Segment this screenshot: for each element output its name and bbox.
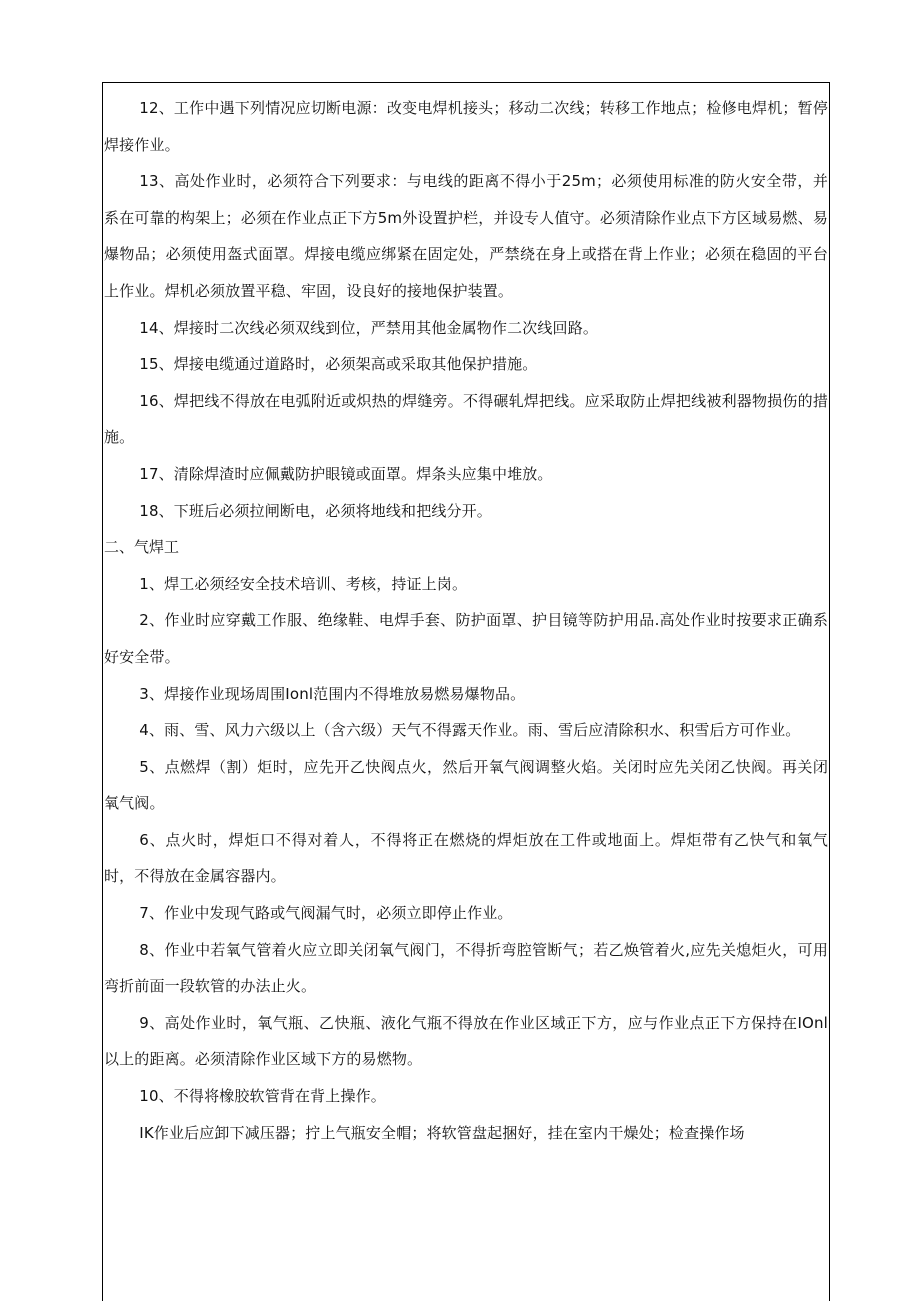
paragraph-item-1: 1、焊工必须经安全技术培训、考核，持证上岗。 (139, 574, 468, 593)
paragraph-item-17: 17、清除焊渣时应佩戴防护眼镜或面罩。焊条头应集中堆放。 (139, 464, 553, 483)
paragraph-item-11: IK作业后应卸下减压器；拧上气瓶安全帽；将软管盘起捆好，挂在室内干燥处；检查操作场 (139, 1123, 745, 1142)
paragraph-item-13: 13、高处作业时，必须符合下列要求：与电线的距离不得小于25m；必须使用标准的防火安全带，并系在可靠的构架上；必须在作业点正下方5m外设置护栏，并设专人值守。必须清除作业点下方区域易燃、易爆物品；必须使用盔式面罩。焊接电缆应绑紧在固定处，严禁绕在身上或搭在背上作业；必须在稳固的平台上作业。焊机必须放置平稳、牢固，设良好的接地保护装置。 (104, 172, 828, 300)
paragraph-item-9: 9、高处作业时，氧气瓶、乙快瓶、液化气瓶不得放在作业区域正下方，应与作业点正下方保持在IOnl以上的距离。必须清除作业区域下方的易燃物。 (104, 1013, 828, 1069)
paragraph-item-2: 2、作业时应穿戴工作服、绝缘鞋、电焊手套、防护面罩、护目镜等防护用品.高处作业时按要求正确系好安全带。 (104, 611, 828, 666)
paragraph-item-3: 3、焊接作业现场周围Ionl范围内不得堆放易燃易爆物品。 (139, 684, 526, 703)
paragraph-item-14: 14、焊接时二次线必须双线到位，严禁用其他金属物作二次线回路。 (139, 318, 598, 337)
paragraph-item-6: 6、点火时，焊炬口不得对着人，不得将正在燃烧的焊炬放在工件或地面上。焊炬带有乙快气和氧气时，不得放在金属容器内。 (104, 830, 828, 886)
paragraph-item-16: 16、焊把线不得放在电弧附近或炽热的焊缝旁。不得碾轧焊把线。应采取防止焊把线被利器物损伤的措施。 (104, 391, 828, 447)
paragraph-item-15: 15、焊接电缆通过道路时，必须架高或采取其他保护措施。 (139, 355, 538, 374)
document-body (104, 90, 828, 1151)
paragraph-item-12: 12、工作中遇下列情况应切断电源：改变电焊机接头；移动二次线；转移工作地点；检修电焊机；暂停焊接作业。 (104, 99, 828, 154)
paragraph-item-8: 8、作业中若氧气管着火应立即关闭氧气阀门，不得折弯腔管断气；若乙焕管着火,应先关熄炬火，可用弯折前面一段软管的办法止火。 (104, 940, 828, 996)
section-heading-gas-welder: 二、气焊工 (104, 538, 180, 557)
paragraph-item-10: 10、不得将橡胶软管背在背上操作。 (139, 1087, 386, 1106)
paragraph-item-18: 18、下班后必须拉闸断电，必须将地线和把线分开。 (139, 501, 492, 520)
paragraph-item-4: 4、雨、雪、风力六级以上（含六级）天气不得露天作业。雨、雪后应清除积水、积雪后方可作业。 (139, 721, 801, 740)
paragraph-item-7: 7、作业中发现气路或气阀漏气时，必须立即停止作业。 (139, 904, 513, 923)
paragraph-item-5: 5、点燃焊（割）炬时，应先开乙快阀点火，然后开氧气阀调整火焰。关闭时应先关闭乙快阀。再关闭氧气阀。 (104, 757, 828, 813)
